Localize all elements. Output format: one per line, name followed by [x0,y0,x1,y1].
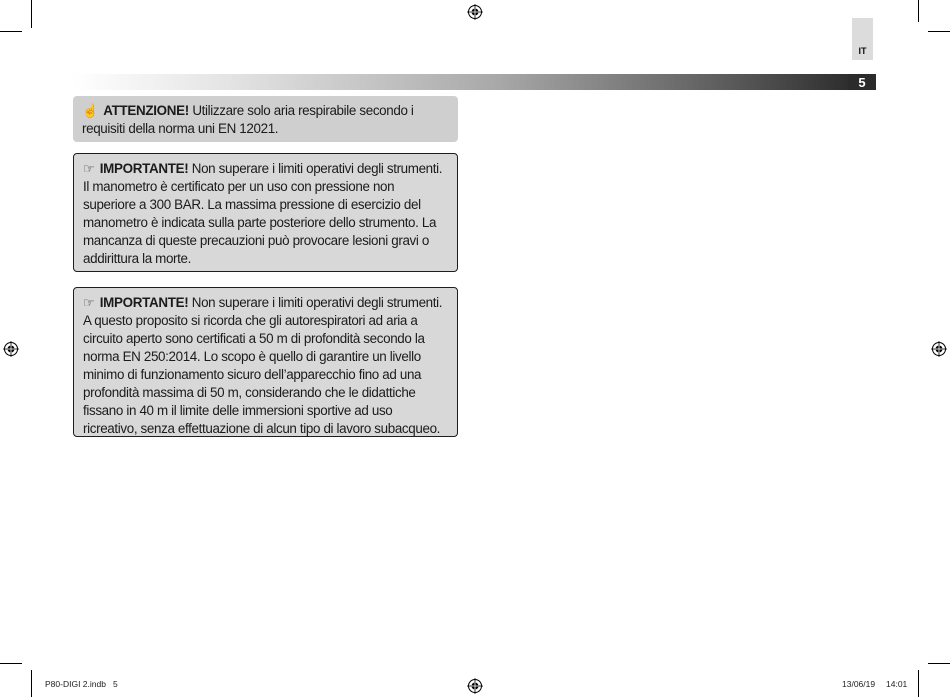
notice-lead: ATTENZIONE! [103,103,189,118]
importante-notice-pressure [73,153,458,272]
crop-mark [918,0,919,22]
crop-mark [0,663,22,664]
page-number: 5 [848,74,876,90]
crop-mark [31,670,32,697]
registration-mark-icon [467,4,483,20]
footer-date: 13/06/19 [842,679,876,689]
language-tab: IT [852,18,873,60]
pointing-right-hand-icon: ☞ [83,295,95,310]
notice-text: Non superare i limiti operativi degli strumenti. Il manometro è certificato per un uso con pressione non superiore a 300 BAR. La massima pressione di esercizio del manometro è indicata sulla parte posteriore dello strumento. La mancanza di queste precauzioni può provocare lesioni gravi o addirittura la morte. [83,161,443,266]
pointing-right-hand-icon: ☞ [83,161,95,176]
notice-text: Non superare i limiti operativi degli strumenti. A questo proposito si ricorda che gli autorespiratori ad aria a circuito aperto sono certificati a 50 m di profondità secondo la norma EN 250:2014. Lo scopo è quello di garantire un livello minimo di funzionamento sicuro dell’apparecchio fino ad una profondità massima di 50 m, considerando che le didattiche fissano in 40 m il limite delle immersioni sportive ad uso ricreativo, senza effettuazione di alcun tipo di lavoro subacqueo. [83,295,443,436]
pointing-hand-icon: ☝ [82,103,98,118]
crop-mark [31,0,32,28]
importante-notice-depth [73,287,458,437]
registration-mark-icon [931,341,947,357]
footer-time: 14:01 [886,679,908,689]
notice-lead: IMPORTANTE! [99,161,189,176]
footer-file-name: P80-DIGI 2.indb 5 [45,679,118,689]
header-gradient-bar [72,74,848,90]
crop-mark [0,31,22,32]
registration-mark-icon [467,678,483,694]
crop-mark [928,31,950,32]
crop-mark [928,663,950,664]
registration-mark-icon [3,341,19,357]
attenzione-notice [73,96,458,142]
notice-text: Utilizzare solo aria respirabile secondo i requisiti della norma uni EN 12021. [82,103,414,136]
crop-mark [918,670,919,697]
notice-lead: IMPORTANTE! [99,295,189,310]
